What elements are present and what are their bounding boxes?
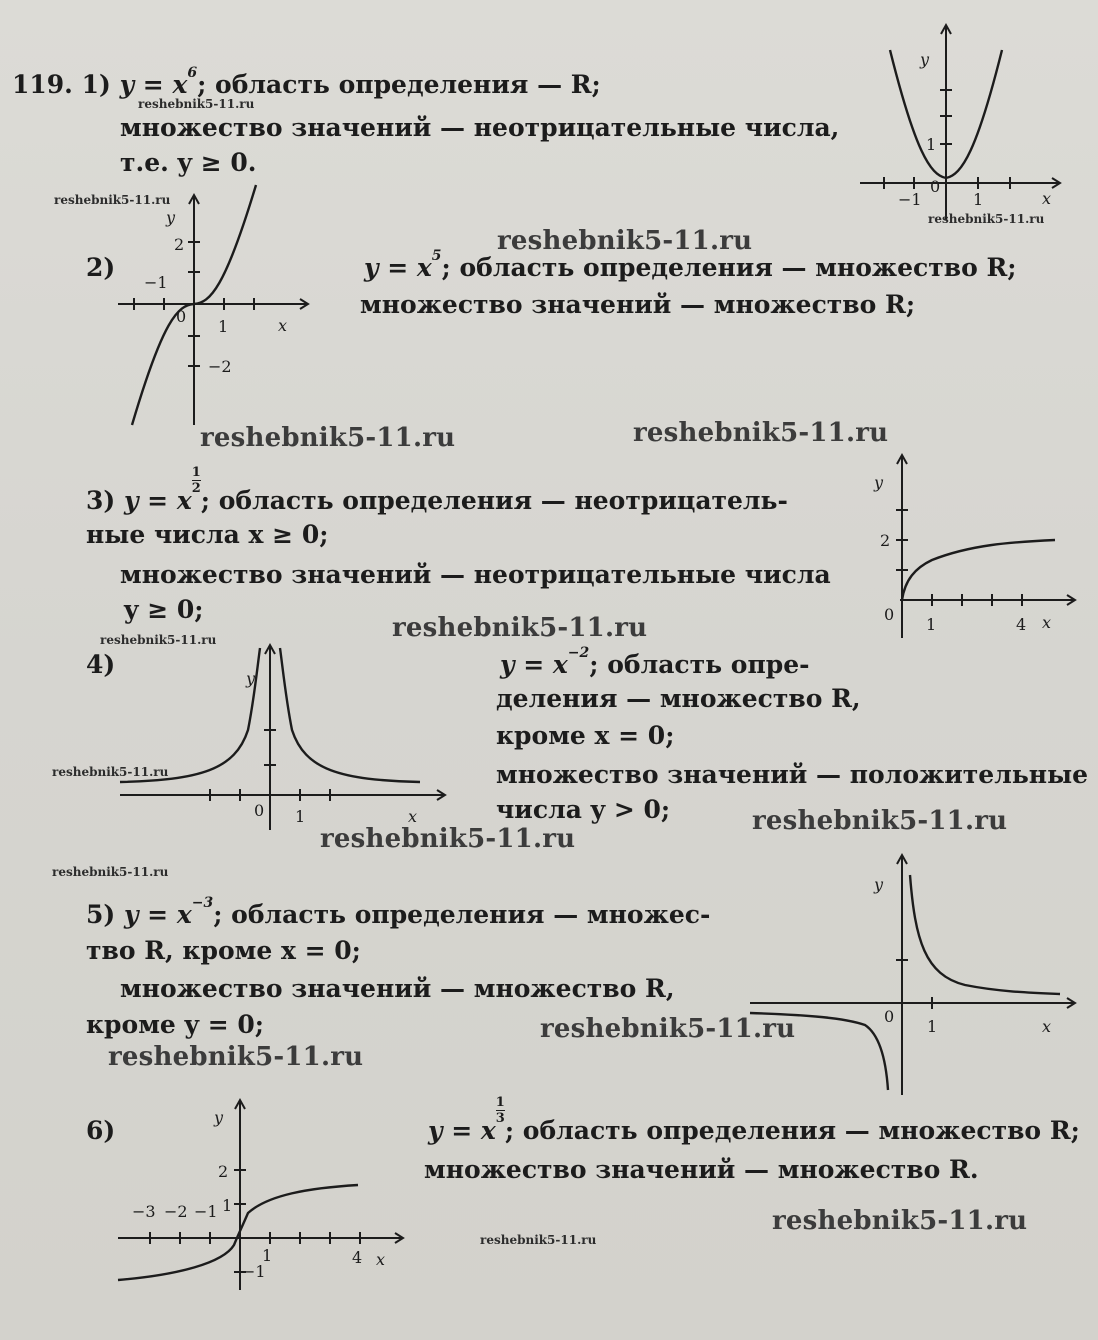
graph-3-square-root [860, 450, 1090, 640]
item-3-domain: ; область определения — неотрицатель- [200, 486, 788, 515]
graph-5-y-label: y [874, 875, 884, 894]
watermark: reshebnik5-11.ru [108, 1042, 364, 1072]
item-3-function: y = x [123, 486, 192, 515]
item-6-domain: ; область определения — множество R; [504, 1116, 1080, 1145]
item-4-line-4: множество значений — положительные [496, 760, 1089, 789]
graph-3-y-label: y [874, 473, 884, 492]
item-2-line-1 [364, 248, 1017, 282]
watermark: reshebnik5-11.ru [928, 212, 1045, 226]
watermark: reshebnik5-11.ru [52, 865, 169, 879]
item-2-line-2: множество значений — множество R; [360, 290, 916, 319]
graph-2-y-label: y [166, 208, 176, 227]
item-6-exponent: $\frac{1}{3}$ [495, 1095, 505, 1126]
item-5-function: y = x [123, 900, 192, 929]
item-4-domain: ; область опре- [589, 650, 810, 679]
graph-4-inverse-square [120, 640, 450, 830]
watermark: reshebnik5-11.ru [320, 824, 576, 854]
item-5-exponent: −3 [191, 895, 214, 911]
item-2-function: y = x [364, 253, 432, 282]
item-1-line-3: т.е. y ≥ 0. [120, 148, 257, 177]
graph-6-tick-neg1y: −1 [242, 1262, 266, 1281]
graph-2-tick-neg2: −2 [208, 357, 232, 376]
item-3-line-1 [86, 465, 788, 517]
watermark: reshebnik5-11.ru [54, 193, 171, 207]
item-6-line-2: множество значений — множество R. [424, 1155, 979, 1184]
graph-2-tick-neg1: −1 [144, 273, 168, 292]
item-6-number: 6) [86, 1116, 116, 1145]
item-4-line-2: деления — множество R, [496, 684, 861, 713]
graph-3-origin: 0 [884, 605, 895, 624]
graph-1-y-label: y [920, 50, 930, 69]
item-4-function: y = x [500, 650, 568, 679]
graph-5-inverse-cube [750, 850, 1080, 1100]
item-5-number: 5) [86, 900, 116, 929]
problem-number: 119. [12, 70, 73, 99]
graph-4-y-label: y [246, 669, 256, 688]
item-1-number: 1) [81, 70, 111, 99]
graph-6-tick-neg2: −2 [164, 1202, 188, 1221]
item-3-line-2: ные числа x ≥ 0; [86, 520, 329, 549]
watermark: reshebnik5-11.ru [52, 765, 169, 779]
item-3-line-3: множество значений — неотрицательные числа [120, 560, 831, 589]
graph-6-tick-2: 2 [218, 1162, 229, 1181]
item-2-domain: ; область определения — множество R; [441, 253, 1017, 282]
item-2-number: 2) [86, 253, 116, 282]
watermark: reshebnik5-11.ru [772, 1206, 1028, 1236]
graph-4-tick-1x: 1 [295, 807, 306, 826]
item-4-exponent: −2 [567, 645, 590, 661]
item-2-exponent: 5 [431, 248, 442, 264]
item-4-line-5: числа y > 0; [496, 795, 671, 824]
graph-4-origin: 0 [254, 801, 265, 820]
graph-4-x-label: x [408, 807, 418, 826]
graph-6-cube-root [118, 1095, 408, 1295]
watermark: reshebnik5-11.ru [633, 418, 889, 448]
watermark: reshebnik5-11.ru [200, 423, 456, 453]
graph-1-tick-1y: 1 [926, 135, 937, 154]
graph-5-origin: 0 [884, 1007, 895, 1026]
watermark: reshebnik5-11.ru [497, 226, 753, 256]
graph-1-origin: 0 [930, 177, 941, 196]
item-1-function: y = x [119, 70, 188, 99]
item-1-exponent: 6 [187, 65, 198, 81]
item-5-line-2: тво R, кроме x = 0; [86, 936, 361, 965]
graph-2-quintic [118, 190, 318, 430]
graph-2-tick-2: 2 [174, 235, 185, 254]
graph-6-y-label: y [214, 1108, 224, 1127]
watermark: reshebnik5-11.ru [138, 97, 255, 111]
graph-2-x-label: x [278, 316, 288, 335]
item-3-number: 3) [86, 486, 116, 515]
graph-3-tick-4: 4 [1016, 615, 1027, 634]
graph-6-tick-4: 4 [352, 1248, 363, 1267]
watermark: reshebnik5-11.ru [480, 1233, 597, 1247]
graph-1-tick-neg1: −1 [898, 190, 922, 209]
graph-1-x-label: x [1042, 189, 1052, 208]
watermark: reshebnik5-11.ru [540, 1014, 796, 1044]
graph-2-tick-1x: 1 [218, 317, 229, 336]
graph-6-x-label: x [376, 1250, 386, 1269]
item-5-line-3: множество значений — множество R, [120, 974, 675, 1003]
item-4-number: 4) [86, 650, 116, 679]
graph-2-origin: 0 [176, 307, 187, 326]
item-5-domain: ; область определения — множес- [213, 900, 711, 929]
item-1-line-1 [12, 65, 601, 99]
graph-1-parabola [860, 20, 1070, 220]
graph-6-tick-neg3: −3 [132, 1202, 156, 1221]
item-4-line-3: кроме x = 0; [496, 721, 675, 750]
graph-1-tick-1x: 1 [973, 190, 984, 209]
item-4-line-1 [500, 645, 810, 679]
watermark: reshebnik5-11.ru [100, 633, 217, 647]
graph-3-tick-2: 2 [880, 531, 891, 550]
item-3-line-4: y ≥ 0; [124, 595, 204, 624]
watermark: reshebnik5-11.ru [752, 806, 1008, 836]
graph-6-tick-neg1: −1 [194, 1202, 218, 1221]
graph-5-tick-1x: 1 [927, 1017, 938, 1036]
graph-6-tick-1y: 1 [222, 1196, 233, 1215]
item-1-line-2: множество значений — неотрицательные числа, [120, 113, 840, 142]
graph-6-tick-1x: 1 [262, 1246, 273, 1265]
graph-5-x-label: x [1042, 1017, 1052, 1036]
graph-3-tick-1x: 1 [926, 615, 937, 634]
item-1-domain: ; область определения — R; [197, 70, 601, 99]
item-5-line-1 [86, 895, 711, 929]
item-6-function: y = x [428, 1116, 496, 1145]
item-3-exponent: $\frac{1}{2}$ [191, 465, 201, 496]
watermark: reshebnik5-11.ru [392, 613, 648, 643]
item-6-line-1 [428, 1095, 1080, 1147]
graph-3-x-label: x [1042, 613, 1052, 632]
item-5-line-4: кроме y = 0; [86, 1010, 265, 1039]
